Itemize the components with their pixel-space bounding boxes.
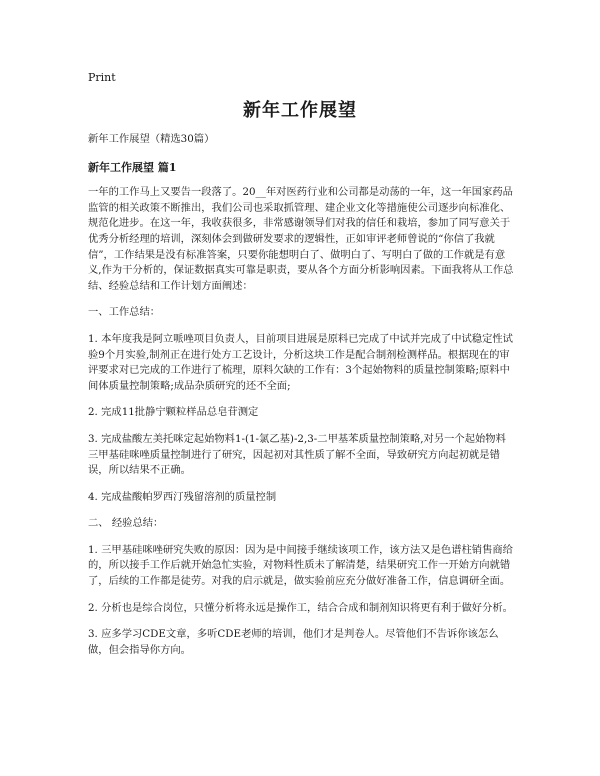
paragraph-intro: 一年的工作马上又要告一段落了。20__年对医药行业和公司都是动荡的一年，这一年国家药品监管的相关政策不断推出，我们公司也采取抓管理、建企业文化等措施使公司逐步向标准化、规范化进步。在这一年，我收获很多，非常感谢领导们对我的信任和栽培，参加了同写意关于优秀分析经理的培训，深刻体会到做研发要求的逻辑性，正如审评老师曾说的“你信了我就信”，工作结果是没有标准答案，只要你能想明白了、做明白了、写明白了做的工作就是有意义,作为干分析的，保证数据真实可靠是职责，要从各个方面分析影响因素。下面我将从工作总结、经验总结和工作计划方面阐述： <box>88 186 514 292</box>
heading-experience-summary: 二、 经验总结： <box>88 517 164 530</box>
document-body <box>88 132 514 669</box>
paragraph-item-3: 3. 完成盐酸左美托咪定起始物料1-(1-氯乙基)-2,3-二甲基苯质量控制策略,对另一个起始物料三甲基硅咪唑质量控制进行了研究，因起初对其性质了解不全面，导致研究方向起初就是错误，所以结果不正确。 <box>88 432 506 477</box>
paragraph-experience-3: 3. 应多学习CDE文章，多听CDE老师的培训，他们才是判卷人。尽管他们不告诉你该怎么做，但会指导你方向。 <box>88 628 499 656</box>
paragraph-item-1: 1. 本年度我是阿立哌唑项目负责人，目前项目进展是原料已完成了中试并完成了中试稳定性试验9个月实验,制剂正在进行处方工艺设计，分析这块工作是配合制剂检测样品。根据现在的审评要求对已完成的工作进行了梳理，原料欠缺的工作有：3个起始物料的质量控制策略;原料中间体质量控制策略;成品杂质研究的还不全面; <box>88 332 513 392</box>
page-title: 新年工作展望 <box>243 100 357 121</box>
document-subtitle: 新年工作展望（精选30篇） <box>88 133 215 145</box>
paragraph-experience-2: 2. 分析也是综合岗位，只懂分析将永远是操作工，结合合成和制剂知识将更有利于做好分析。 <box>88 601 513 614</box>
heading-work-summary: 一、工作总结： <box>88 306 161 319</box>
section-heading: 新年工作展望 篇1 <box>88 160 177 174</box>
print-label[interactable]: Print <box>88 71 116 84</box>
paragraph-item-2: 2. 完成11批静宁颗粒样品总皂苷测定 <box>88 406 259 419</box>
paragraph-experience-1: 1. 三甲基硅咪唑研究失败的原因：因为是中间接手继续该项工作，该方法又是色谱柱销售商给的，所以接手工作后就开始急忙实验，对物料性质未了解清楚，结果研究工作一开始方向就错了，后续的工作都是徒劳。对我的启示就是，做实验前应充分做好准备工作，信息调研全面。 <box>88 543 513 588</box>
paragraph-item-4: 4. 完成盐酸帕罗西汀残留溶剂的质量控制 <box>88 490 277 503</box>
